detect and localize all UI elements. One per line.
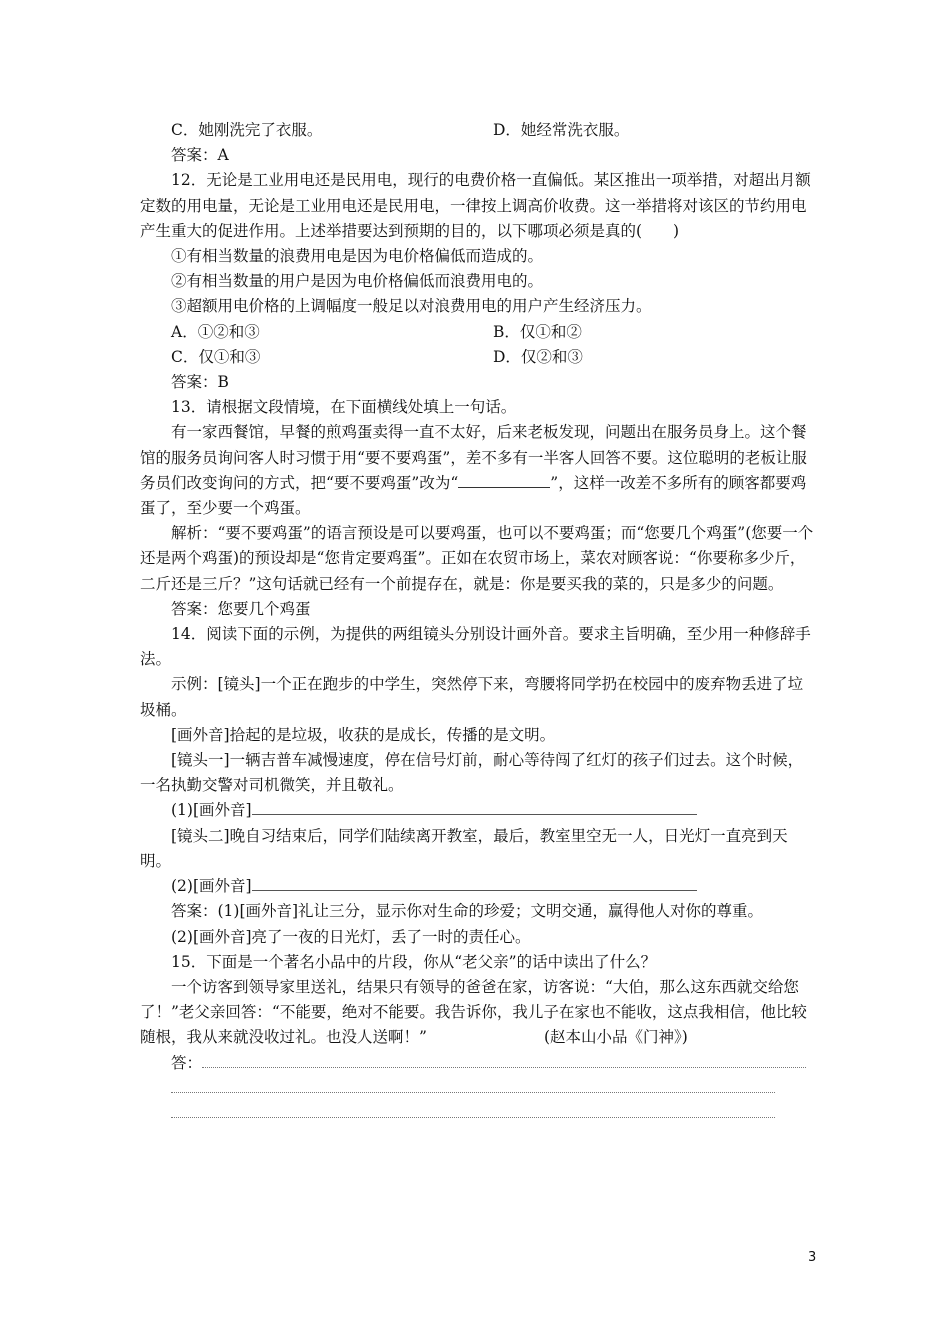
q13-analysis: 解析：“要不要鸡蛋”的语言预设是可以要鸡蛋，也可以不要鸡蛋；而“您要几个鸡蛋”(您要一个还是两个鸡蛋)的预设却是“您肯定要鸡蛋”。正如在农贸市场上，菜农对顾客说：“你要称多少斤，二斤还是三斤？”这句话就已经有一个前提存在，就是：你是要买我的菜的，只是多少的问题。 bbox=[140, 524, 814, 593]
q12-option-a: A．①②和③ bbox=[171, 322, 260, 341]
q11-answer: 答案：A bbox=[171, 146, 229, 165]
q12-options-row-1 bbox=[140, 320, 815, 345]
q13-stem: 13．请根据文段情境，在下面横线处填上一句话。 bbox=[171, 398, 517, 417]
page-content bbox=[140, 118, 815, 1126]
q13-passage-part-2: ”，这样一改差不多所有的顾客都要鸡蛋了，至少要一个鸡蛋。 bbox=[140, 473, 807, 518]
q12-option-d: D．仅②和③ bbox=[493, 347, 583, 366]
q12-answer: 答案：B bbox=[171, 373, 229, 392]
q12-stem: 12．无论是工业用电还是民用电，现行的电费价格一直偏低。某区推出一项举措，对超出月额定数的用电量，无论是工业用电还是民用电，一律按上调高价收费。这一举措将对该区的节约用电产生重大的促进作用。上述举措要达到预期的目的，以下哪项必须是真的( ) bbox=[140, 171, 811, 240]
q15-stem: 15．下面是一个著名小品中的片段，你从“老父亲”的话中读出了什么？ bbox=[171, 952, 657, 971]
q15-answer-line-3 bbox=[140, 1101, 815, 1126]
q14-example: 示例：[镜头]一个正在跑步的中学生，突然停下来，弯腰将同学扔在校园中的废弃物丢进了垃圾桶。 bbox=[140, 675, 804, 719]
q14-voiceover-1-line bbox=[252, 800, 697, 815]
q14-voiceover-2-line bbox=[252, 876, 697, 891]
q15-answer-label: 答： bbox=[171, 1053, 203, 1072]
q15-answer-line-1 bbox=[140, 1051, 815, 1076]
q14-stem: 14．阅读下面的示例，为提供的两组镜头分别设计画外音。要求主旨明确，至少用一种修辞手法。 bbox=[140, 625, 811, 669]
q14-answer-1: 答案：(1)[画外音]礼让三分，显示你对生命的珍爱；文明交通，赢得他人对你的尊重。 bbox=[171, 902, 764, 921]
q13-passage bbox=[140, 420, 815, 521]
q14-voiceover-2-label: (2)[画外音] bbox=[171, 877, 252, 896]
q15-answer-dotted-line-2 bbox=[171, 1080, 775, 1093]
q15-answer-line-2 bbox=[140, 1076, 815, 1101]
q15-source: (赵本山小品《门神》) bbox=[543, 1028, 688, 1047]
q15-passage-text: 一个访客到领导家里送礼，结果只有领导的爸爸在家，访客说：“大伯，那么这东西就交给您了！”老父亲回答：“不能要，绝对不能要。我告诉你，我儿子在家也不能收，这点我相信，他比较随根，我从来就没收过礼。也没人送啊！” bbox=[140, 977, 807, 1047]
q11-option-c: C．她刚洗完了衣服。 bbox=[171, 121, 323, 139]
q14-voiceover-1-label: (1)[画外音] bbox=[171, 801, 252, 820]
page-number: 3 bbox=[808, 1250, 817, 1265]
q11-options-row bbox=[140, 118, 815, 143]
q14-voiceover-2 bbox=[140, 874, 815, 899]
q13-passage-part-1: 有一家西餐馆，早餐的煎鸡蛋卖得一直不太好，后来老板发现，问题出在服务员身上。这个餐馆的服务员询问客人时习惯于用“要不要鸡蛋”，差不多有一半客人回答不要。这位聪明的老板让服务员们改变询问的方式，把“要不要鸡蛋”改为“ bbox=[140, 423, 807, 492]
q14-shot-2: [镜头二]晚自习结束后，同学们陆续离开教室，最后，教室里空无一人，日光灯一直亮到天明。 bbox=[140, 826, 788, 870]
q15-passage bbox=[140, 975, 815, 1051]
q12-option-b: B．仅①和② bbox=[493, 322, 582, 341]
q13-answer: 答案：您要几个鸡蛋 bbox=[171, 599, 311, 618]
q14-answer-2: (2)[画外音]亮了一夜的日光灯，丢了一时的责任心。 bbox=[171, 927, 531, 946]
q14-voiceover-1 bbox=[140, 798, 815, 823]
q12-option-c: C．仅①和③ bbox=[171, 347, 261, 366]
q13-fill-blank bbox=[458, 473, 550, 488]
q11-option-d: D．她经常洗衣服。 bbox=[493, 121, 630, 139]
q15-answer-dotted-line-3 bbox=[171, 1105, 775, 1118]
q15-answer-dotted-line-1 bbox=[202, 1055, 806, 1068]
q14-example-voiceover: [画外音]拾起的是垃圾，收获的是成长，传播的是文明。 bbox=[171, 725, 556, 744]
q12-statement-3: ③超额用电价格的上调幅度一般足以对浪费用电的用户产生经济压力。 bbox=[171, 297, 652, 316]
q14-shot-1: [镜头一]一辆吉普车减慢速度，停在信号灯前，耐心等待闯了红灯的孩子们过去。这个时候，一名执勤交警对司机微笑，并且敬礼。 bbox=[140, 751, 804, 795]
q12-options-row-2 bbox=[140, 345, 815, 370]
q12-statement-1: ①有相当数量的浪费用电是因为电价格偏低而造成的。 bbox=[171, 247, 544, 266]
q12-statement-2: ②有相当数量的用户是因为电价格偏低而浪费用电的。 bbox=[171, 272, 544, 291]
